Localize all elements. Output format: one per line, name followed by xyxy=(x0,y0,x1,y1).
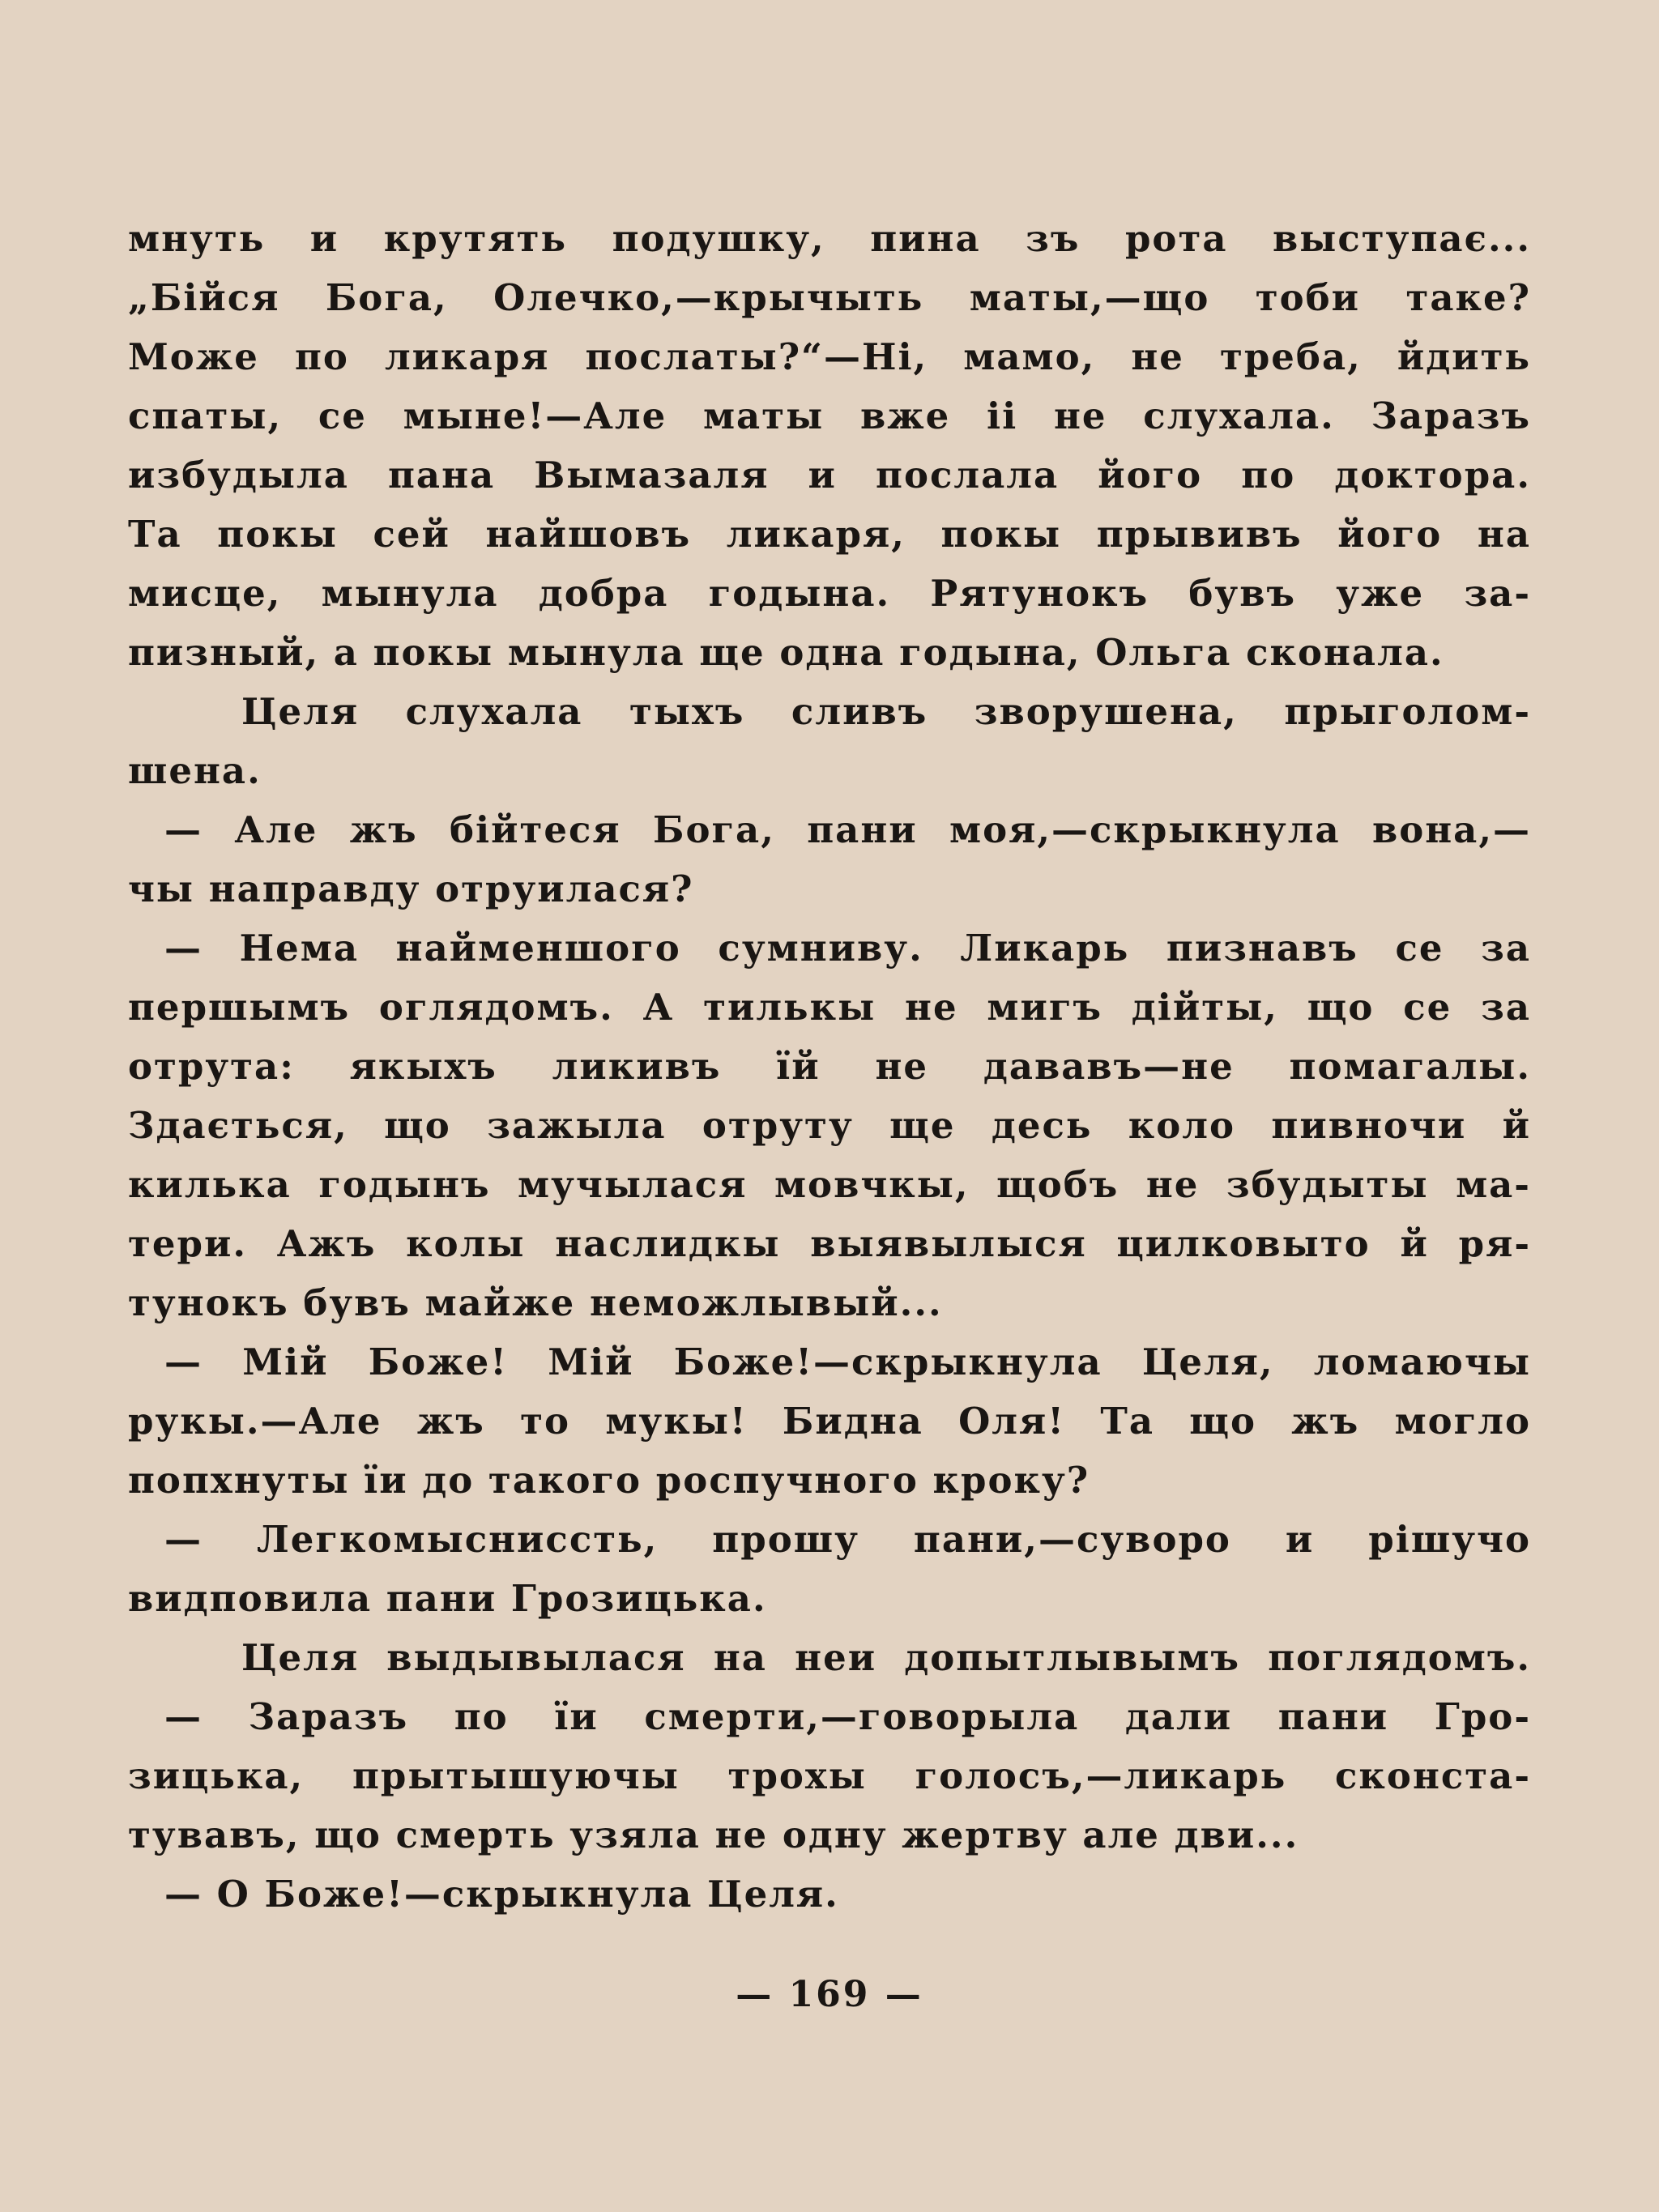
text-line: зицька, прытышуючы трохы голосъ,—ликарь сконста- xyxy=(128,1754,1531,1797)
text-line: пизный, а покы мынула ще одна годына, Ольга сконала. xyxy=(128,631,1444,674)
text-line: чы направду отруилася? xyxy=(128,867,694,910)
text-line: — Заразъ по ïи смерти,—говорыла дали пани Гро- xyxy=(164,1695,1531,1738)
text-line: — Легкомысниссть, прошу пани,—суворо и рiшучо xyxy=(164,1518,1531,1561)
text-line: Може по ликаря послаты?“—Нi, мамо, не треба, йдить xyxy=(128,335,1531,378)
text-line: мисце, мынула добра годына. Рятунокъ бувъ уже за- xyxy=(128,572,1531,615)
text-line: Целя выдывылася на неи допытлывымъ поглядомъ. xyxy=(241,1636,1531,1679)
text-line: тувавъ, що смерть узяла не одну жертву але дви... xyxy=(128,1813,1299,1856)
text-line: отрута: якыхъ ликивъ ïй не дававъ—не помагалы. xyxy=(128,1045,1531,1088)
text-line: „Бійся Бога, Олечко,—крычыть маты,—що тоби таке? xyxy=(128,276,1531,319)
text-line: видповила пани Грозицька. xyxy=(128,1577,767,1620)
page-number: — 169 — xyxy=(736,1974,923,2015)
text-line: килька годынъ мучылася мовчкы, щобъ не збудыты ма- xyxy=(128,1163,1531,1206)
text-line: Здається, що зажыла отруту ще десь коло пивночи й xyxy=(128,1104,1531,1147)
text-line: Целя слухала тыхъ сливъ зворушена, прыголом- xyxy=(241,690,1531,733)
text-line: шена. xyxy=(128,749,262,792)
body-text xyxy=(128,209,1531,1924)
text-line: тунокъ бувъ майже неможлывый... xyxy=(128,1281,943,1324)
text-line: — Мiй Боже! Мiй Боже!—скрыкнула Целя, ломаючы xyxy=(164,1340,1531,1383)
text-line: спаты, се мыне!—Але маты вже ii не слухала. Заразъ xyxy=(128,394,1531,437)
text-line: тери. Ажъ колы наслидкы выявылыся цилковыто й ря- xyxy=(128,1222,1531,1265)
text-line: избудыла пана Вымазаля и послала його по доктора. xyxy=(128,454,1531,497)
text-line: — Нема найменшого сумниву. Ликарь пизнавъ се за xyxy=(164,927,1531,970)
text-line: — О Боже!—скрыкнула Целя. xyxy=(164,1873,839,1916)
text-line: першымъ оглядомъ. А тилькы не мигъ дiйты, що се за xyxy=(128,986,1531,1029)
text-line: Та покы сей найшовъ ликаря, покы прывивъ його на xyxy=(128,513,1531,556)
text-line: попхнуты ïи до такого роспучного кроку? xyxy=(128,1459,1090,1502)
text-line: — Але жъ бiйтеся Бога, пани моя,—скрыкнула вона,— xyxy=(164,808,1531,851)
text-line: рукы.—Але жъ то мукы! Бидна Оля! Та що жъ могло xyxy=(128,1400,1531,1443)
text-line: мнуть и крутять подушку, пина зъ рота выступає... xyxy=(128,217,1531,260)
